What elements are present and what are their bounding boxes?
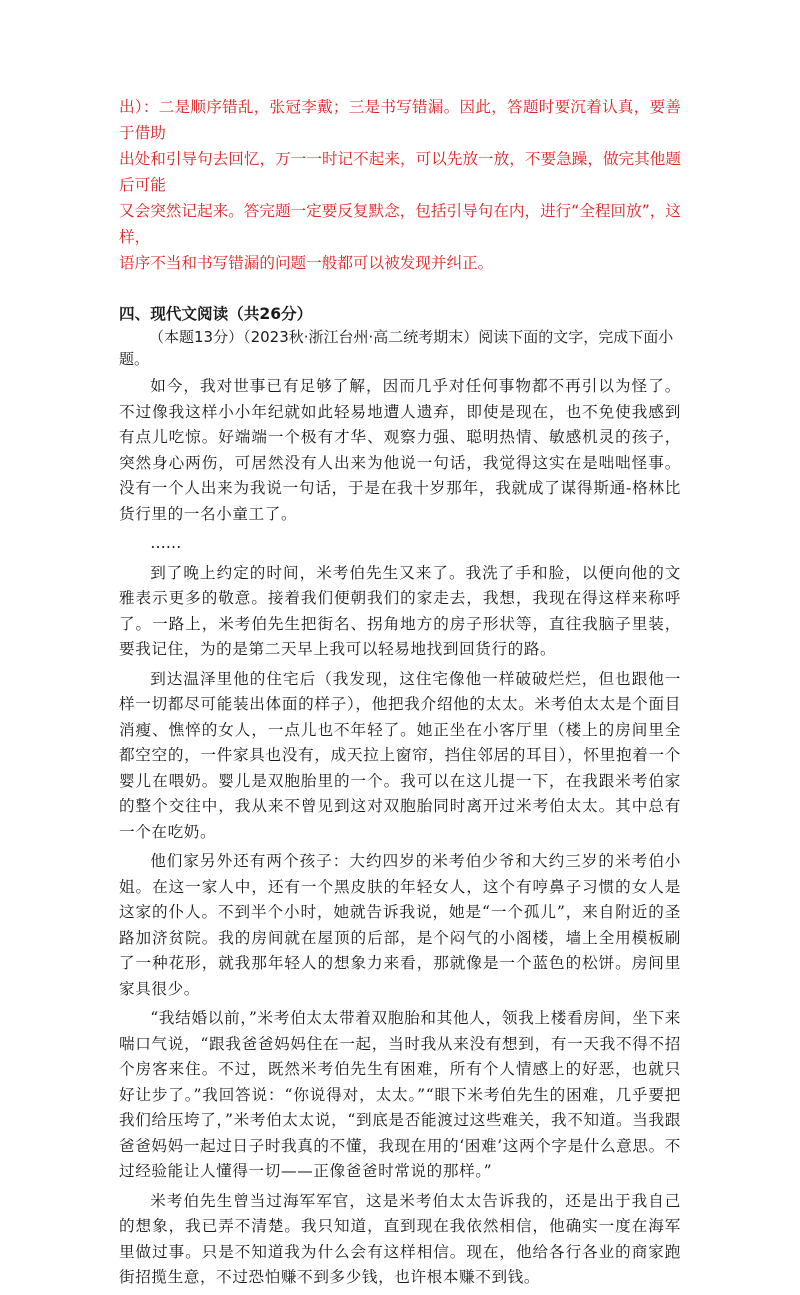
document-page	[119, 94, 681, 1295]
question-intro: （本题13分）（2023秋·浙江台州·高二统考期末）阅读下面的文字，完成下面小题。	[119, 328, 674, 368]
passage-paragraph: 米考伯先生曾当过海军军官，这是米考伯太太告诉我的，还是出于我自己的想象，我已弄不清楚。我只知道，直到现在我依然相信，他确实一度在海军里做过事。只是不知道我为什么会有这样相信。现在，他给各行各业的商家跑街招揽生意，不过恐怕赚不到多少钱，也许根本赚不到钱。	[119, 1191, 681, 1286]
passage-paragraph: “我结婚以前，”米考伯太太带着双胞胎和其他人，领我上楼看房间，坐下来喘口气说，“跟我爸爸妈妈住在一起，当时我从来没有想到，有一天我不得不招个房客来住。不过，既然米考伯先生有困难，所有个人情感上的好恶，也就只好让步了。”我回答说：“你说得对，太太。”“眼下米考伯先生的困难，几乎要把我们给压垮了，”米考伯太太说，“到底是否能渡过这些难关，我不知道。当我跟爸爸妈妈一起过日子时我真的不懂，我现在用的‘困难’这两个字是什么意思。不过经验能让人懂得一切——正像爸爸时常说的那样。”	[119, 1009, 681, 1180]
passage-paragraph: 到了晚上约定的时间，米考伯先生又来了。我洗了手和脸，以便向他的文雅表示更多的敬意。接着我们便朝我们的家走去，我想，我现在得这样来称呼了。一路上，米考伯先生把街名、拐角地方的房子形状等，直往我脑子里装，要我记住，为的是第二天早上我可以轻易地找到回货行的路。	[119, 563, 681, 658]
answer-tips-line: 出处和引导句去回忆，万一一时记不起来，可以先放一放，不要急躁，做完其他题后可能	[119, 150, 681, 194]
reading-passage	[119, 374, 681, 1291]
answer-tips-line: 语序不当和书写错漏的问题一般都可以被发现并纠正。	[119, 254, 494, 272]
answer-tips-note	[119, 94, 681, 276]
answer-tips-line: 出）：二是顺序错乱，张冠李戴；三是书写错漏。因此，答题时要沉着认真，要善于借助	[119, 98, 681, 142]
passage-ellipsis: ……	[150, 534, 182, 552]
passage-paragraph: 他们家另外还有两个孩子：大约四岁的米考伯少爷和大约三岁的米考伯小姐。在这一家人中，还有一个黑皮肤的年轻女人，这个有哼鼻子习惯的女人是这家的仆人。不到半个小时，她就告诉我说，她是“一个孤儿”，来自附近的圣路加济贫院。我的房间就在屋顶的后部，是个闷气的小阁楼，墙上全用模板刷了一种花形，就我那年轻人的想象力来看，那就像是一个蓝色的松饼。房间里家具很少。	[119, 852, 681, 998]
passage-paragraph: 到达温泽里他的住宅后（我发现，这住宅像他一样破破烂烂，但也跟他一样一切都尽可能装出体面的样子），他把我介绍他的太太。米考伯太太是个面目消瘦、憔悴的女人，一点儿也不年轻了。她正坐在小客厅里（楼上的房间里全都空空的，一件家具也没有，成天拉上窗帘，挡住邻居的耳目），怀里抱着一个婴儿在喂奶。婴儿是双胞胎里的一个。我可以在这儿提一下，在我跟米考伯家的整个交往中，我从来不曾见到这对双胞胎同时离开过米考伯太太。其中总有一个在吃奶。	[119, 669, 681, 841]
section-heading: 四、现代文阅读（共26分）	[119, 305, 313, 323]
passage-paragraph: 如今，我对世事已有足够了解，因而几乎对任何事物都不再引以为怪了。不过像我这样小小年纪就如此轻易地遭人遗弃，即使是现在，也不免使我感到有点儿吃惊。好端端一个极有才华、观察力强、聪明热情、敏感机灵的孩子，突然身心两伤，可居然没有人出来为他说一句话，我觉得这实在是咄咄怪事。没有一个人出来为我说一句话，于是在我十岁那年，我就成了谋得斯通-格林比货行里的一名小童工了。	[119, 377, 681, 523]
answer-tips-line: 又会突然记起来。答完题一定要反复默念，包括引导句在内，进行“全程回放”，这样，	[119, 202, 681, 246]
